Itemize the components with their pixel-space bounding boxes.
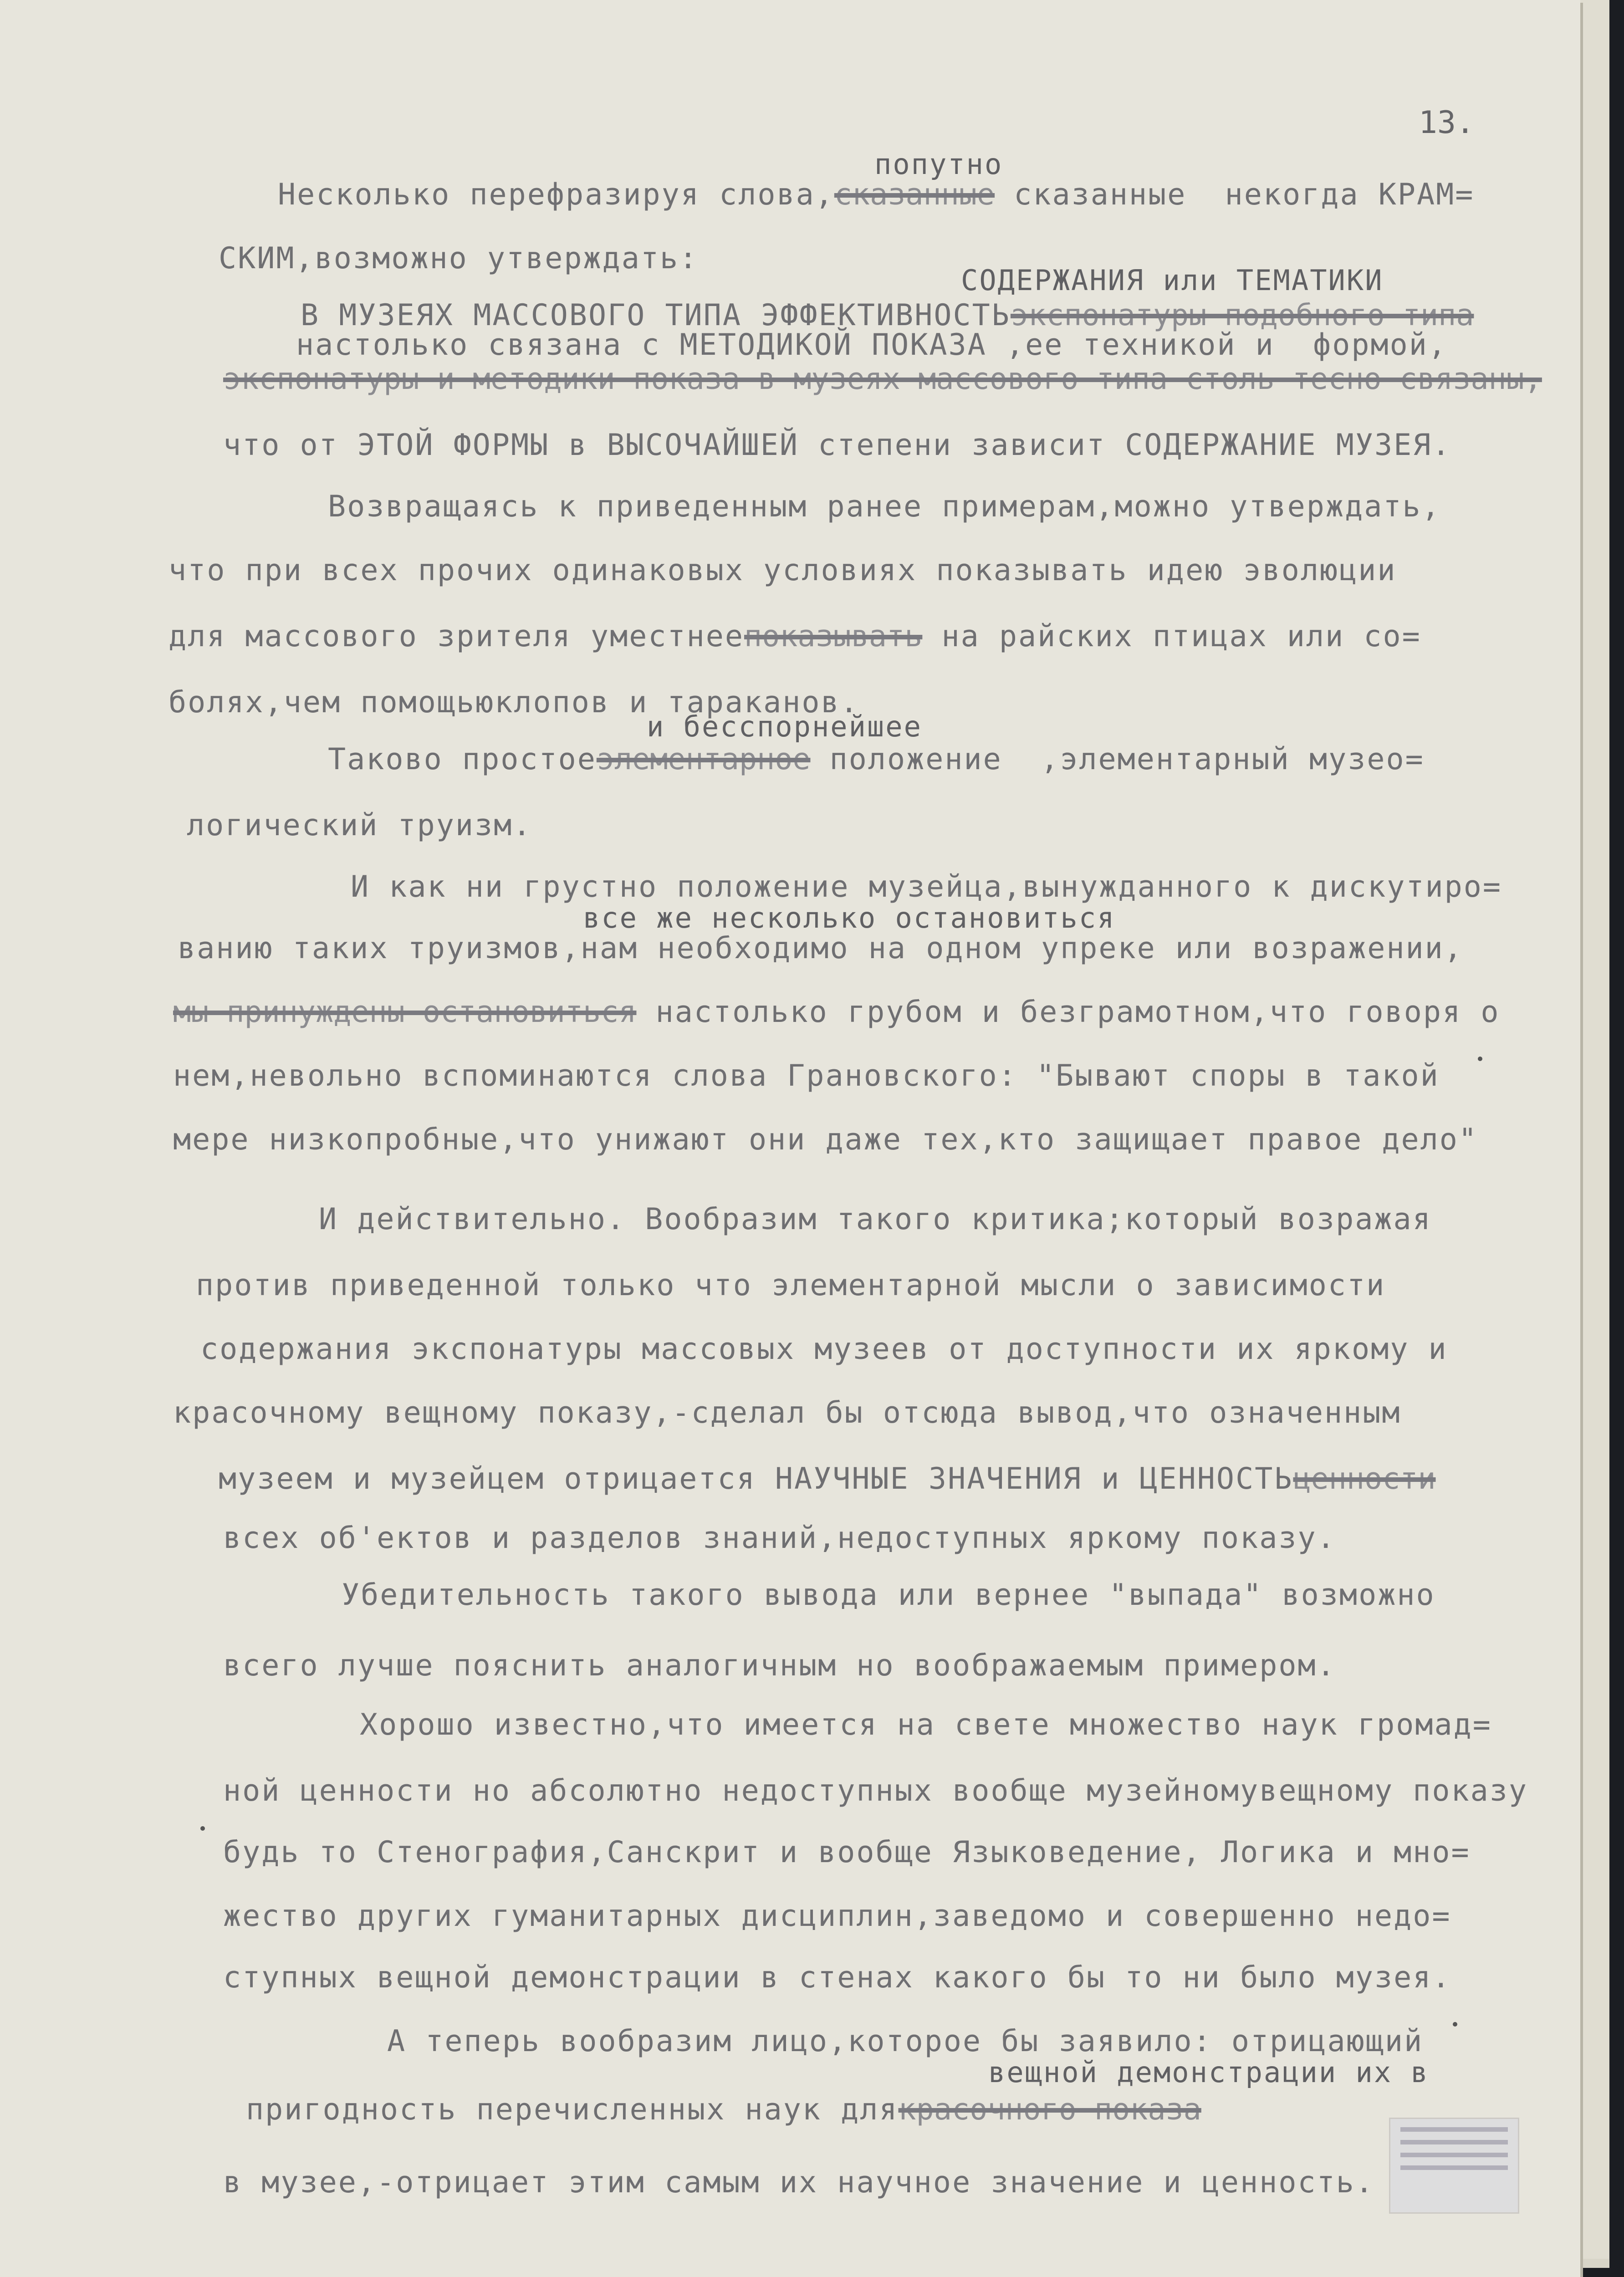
struck-out-text: показывать (744, 619, 923, 653)
text-line: болях,чем помощьюклопов и тараканов. (169, 685, 859, 720)
handwritten-insertion: все же несколько остановиться (583, 901, 1116, 934)
text-line: логический труизм. (187, 808, 532, 842)
text-line: Хорошо известно,что имеется на свете множество наук громад= (360, 1708, 1492, 1742)
text-line: красочному вещному показу,-сделал бы отсюда вывод,что означенным (173, 1396, 1401, 1430)
handwritten-insertion: СОДЕРЖАНИЯ или ТЕМАТИКИ (961, 264, 1384, 297)
text-line: что при всех прочих одинаковых условиях показывать идею эволюции (169, 553, 1397, 587)
text-line (223, 364, 1542, 394)
text-line: И как ни грустно положение музейца,вынужданного к дискутиро= (351, 870, 1502, 904)
text-line: Возвращаясь к приведенным ранее примерам,можно утверждать, (328, 490, 1441, 524)
text-line: И действительно. Вообразим такого критика;который возражая (319, 1202, 1432, 1236)
text-line: А теперь вообразим лицо,которое бы заявило: отрицающий (387, 2024, 1424, 2058)
handwritten-insertion: и бесспорнейшее (647, 710, 922, 743)
text-line: Таково простоеэлементарное положение ,элементарный музео= (328, 742, 1425, 776)
struck-out-text: экспонатуры и методики показа в музеях массового типа столь тесно связаны, (223, 362, 1542, 396)
text-line: Несколько перефразируя слова,сказанные сказанные некогда КРАМ= (278, 178, 1475, 212)
handwritten-insertion: попутно (874, 148, 1003, 181)
text-line: против приведенной только что элементарной мысли о зависимости (196, 1268, 1386, 1302)
text-line: Убедительность такого вывода или вернее "выпада" возможно (342, 1578, 1435, 1612)
page-number: 13. (1419, 105, 1475, 141)
ink-dot (1478, 1057, 1482, 1061)
struck-out-text: мы принуждены остановиться (173, 995, 637, 1029)
text-line: музеем и музейцем отрицается НАУЧНЫЕ ЗНАЧЕНИЯ и ЦЕННОСТЬценности (219, 1462, 1436, 1496)
text-line: ступных вещной демонстрации в стенах какого бы то ни было музея. (223, 1960, 1451, 1995)
text-line: настолько связана с МЕТОДИКОЙ ПОКАЗА ,ее техникой и формой, (296, 328, 1447, 362)
text-line: содержания экспонатуры массовых музеев от доступности их яркому и (200, 1332, 1448, 1366)
text-line: ной ценности но абсолютно недоступных вообще музейномувещному показу (223, 1774, 1528, 1808)
text-line: всех об'ектов и разделов знаний,недоступных яркому показу. (223, 1521, 1336, 1555)
text-line: В МУЗЕЯХ МАССОВОГО ТИПА ЭФФЕКТИВНОСТЬэкспонатуры подобного типа (301, 298, 1474, 332)
text-line: что от ЭТОЙ ФОРМЫ в ВЫСОЧАЙШЕЙ степени зависит СОДЕРЖАНИЕ МУЗЕЯ. (223, 428, 1451, 462)
ink-dot (200, 1826, 205, 1831)
handwritten-insertion: вещной демонстрации их в (988, 2056, 1429, 2089)
text-line: мере низкопробные,что унижают они даже тех,кто защищает правое дело" (173, 1123, 1478, 1157)
text-line: ванию таких труизмов,нам необходимо на одном упреке или возражении, (178, 931, 1463, 965)
struck-out-text: сказанные (834, 178, 995, 212)
ink-dot (1453, 2022, 1457, 2027)
text-line: нем,невольно вспоминаются слова Грановского: "Бывают споры в такой (173, 1059, 1440, 1093)
text-line: для массового зрителя уместнеепоказывать на райских птицах или со= (169, 619, 1421, 653)
text-line: пригодность перечисленных наук длякрасочного показа (246, 2093, 1201, 2127)
text-line: будь то Стенография,Санскрит и вообще Языковедение, Логика и мно= (223, 1835, 1471, 1869)
text-line: жество других гуманитарных дисциплин,заведомо и совершенно недо= (223, 1899, 1451, 1933)
struck-out-text: красочного показа (898, 2093, 1201, 2127)
text-line: всего лучше пояснить аналогичным но воображаемым примером. (223, 1649, 1336, 1683)
struck-out-text: экспонатуры подобного типа (1010, 298, 1474, 332)
text-line: мы принуждены остановиться настолько грубом и безграмотном,что говоря о (173, 995, 1500, 1029)
text-line: в музее,-отрицает этим самым их научное значение и ценность. (223, 2165, 1374, 2200)
archive-stamp (1389, 2118, 1519, 2214)
struck-out-text: элементарное (596, 742, 811, 776)
struck-out-text: ценности (1293, 1462, 1436, 1496)
text-line: СКИМ,возможно утверждать: (219, 241, 699, 276)
